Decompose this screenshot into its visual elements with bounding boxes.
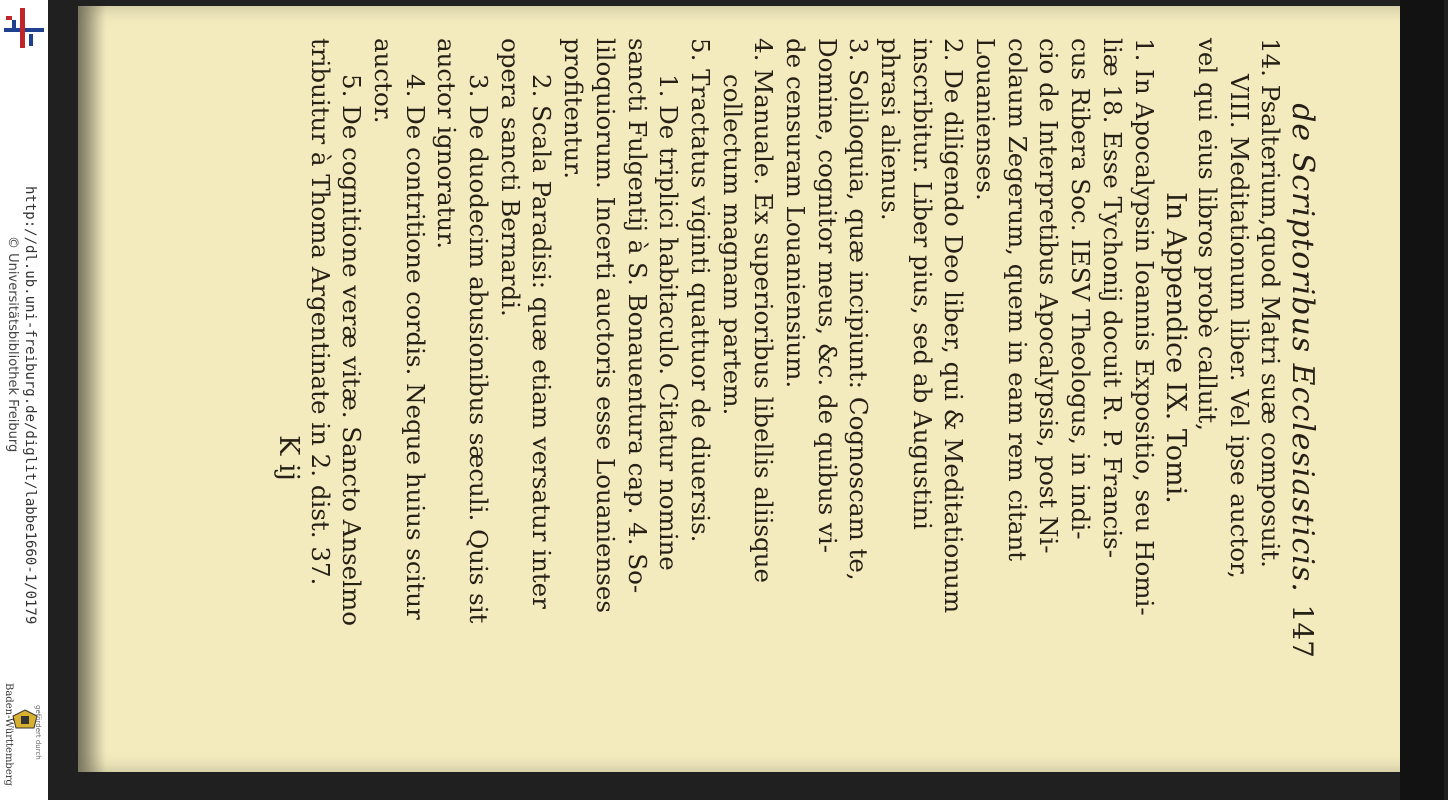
text-line: 3. Soliloquia, quæ incipiunt: Cognoscam te, [844, 38, 874, 581]
text-line: 2. Scala Paradisi: quæ etiam versatur inter [527, 74, 557, 609]
text-line: 1. De triplici habitaculo. Citatur nomine [654, 74, 684, 571]
document-url[interactable]: http://dl.ub.uni-freiburg.de/diglit/labbe1660-1/0179 [22, 186, 38, 625]
text-line: 5. Tractatus viginti quattuor de diuersis. [685, 38, 715, 543]
copyright-notice: © Universitätsbibliothek Freiburg [5, 236, 20, 453]
text-line: inscribitur. Liber pius, sed ab Augustini [907, 38, 937, 530]
text-line: 5. De cognitione veræ vitæ. Sancto Anselmo [337, 74, 367, 626]
text-lines [304, 38, 1286, 658]
text-line: auctor. [369, 38, 399, 124]
page-text [178, 38, 1318, 658]
text-line: de censuram Louaniensium. [781, 38, 810, 389]
text-line: phrasi alienus. [876, 38, 906, 221]
text-line: cio de Interpretibus Apocalypsis, post Ni- [1034, 38, 1064, 554]
text-line: 4. De contritione cordis. Neque huius scitur [400, 74, 430, 620]
text-line: VIII. Meditationum liber. Vel ipse auctor, [1224, 74, 1254, 579]
page-fold-shadow [78, 6, 106, 772]
text-line: liloquiorum. Incerti auctoris esse Louanienses [590, 38, 620, 613]
text-line: cus Ribera Soc. IESV Theologus, in indi- [1066, 38, 1096, 540]
text-line: colaum Zegerum, quem in eam rem citant [1002, 38, 1032, 562]
text-line: sancti Fulgentij à S. Bonauentura cap. 4. So- [622, 38, 652, 594]
funder-name: Baden-Württemberg [3, 683, 14, 786]
text-line: 14. Psalterium,quod Matri suæ composuit. [1256, 38, 1286, 568]
text-line: 2. De diligendo Deo liber, qui & Meditationum [939, 38, 969, 614]
text-line: auctor ignoratur. [432, 38, 462, 250]
text-line: In Appendice IX. Tomi. [1160, 192, 1192, 504]
sidebar-strip [0, 0, 48, 800]
text-line: 4. Manuale. Ex superioribus libellis aliisque [749, 38, 779, 583]
text-line: profitentur. [559, 38, 589, 180]
text-line: 1. In Apocalypsin Ioannis Expositio, seu Homi- [1129, 38, 1159, 616]
text-line: 3. De duodecim abusionibus sæculi. Quis sit [464, 74, 494, 624]
book-cover-edge [1400, 0, 1444, 800]
page-number: 147 [1286, 604, 1319, 658]
text-line: liæ 18. Esse Tychonij docuit R. P. Francis- [1097, 38, 1127, 559]
text-line: vel qui eius libros probè calluit, [1192, 38, 1222, 432]
text-line: Domine, cognitor meus, &c. de quibus vi- [812, 38, 842, 553]
funded-by-label: gefördert durch [34, 705, 42, 760]
text-line: opera sancti Bernardi. [495, 38, 525, 317]
text-line: Louanienses. [971, 38, 1001, 201]
running-head: de Scriptoribus Ecclesiasticis. [1285, 103, 1320, 593]
text-line: tribuitur à Thoma Argentinate in 2. dist. 37. [305, 38, 335, 586]
text-line: collectum magnam partem. [717, 74, 747, 416]
university-freiburg-logo [4, 6, 44, 50]
running-head-line [1286, 38, 1318, 658]
signature-mark: K ij [273, 435, 304, 481]
